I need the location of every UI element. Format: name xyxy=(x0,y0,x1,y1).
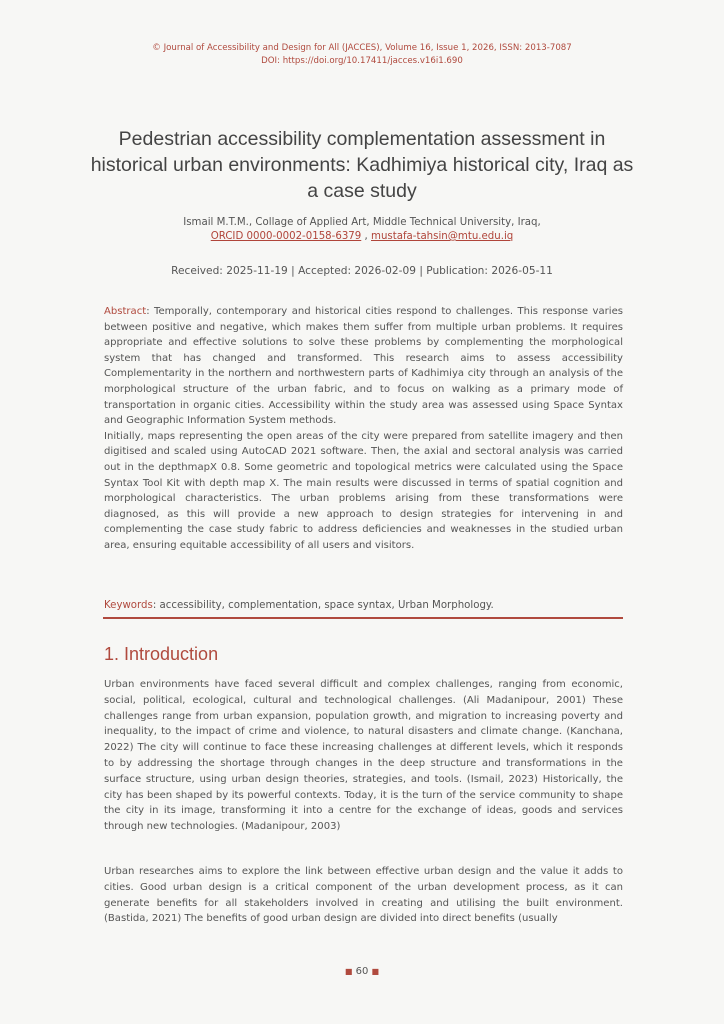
paper-title: Pedestrian accessibility complementation assessment in historical urban environments: Kadhimiya historical city, Iraq as a case study xyxy=(90,128,634,202)
footer-square-right-icon: ■ xyxy=(371,967,380,976)
section-divider xyxy=(103,617,623,619)
abstract xyxy=(104,304,623,554)
keywords xyxy=(104,600,623,611)
orcid-link[interactable]: ORCID 0000-0002-0158-6379 xyxy=(210,231,362,242)
abstract-paragraph-2: Initially, maps representing the open areas of the city were prepared from satellite imagery and then digitised and scaled using AutoCAD 2021 software. Then, the axial and sectoral analysis was carried out in the depthmapX 0.8. Some geometric and topological metrics were calculated using the Space Syntax Tool Kit with depth map X. The main results were discussed in terms of spatial cognition and morphological characteristics. The urban problems arising from these transformations were diagnosed, as this will provide a new approach to design strategies for intervening in and complementing the case study fabric to address deficiencies and weaknesses in the studied urban area, ensuring equitable accessibility of all users and visitors. xyxy=(104,430,623,551)
section-heading: 1. Introduction xyxy=(104,644,219,664)
keywords-text: : accessibility, complementation, space syntax, Urban Morphology. xyxy=(152,600,494,611)
email-link[interactable]: mustafa-tahsin@mtu.edu.iq xyxy=(371,231,514,242)
footer-square-left-icon: ■ xyxy=(344,967,353,976)
publication-dates: Received: 2025-11-19 | Accepted: 2026-02-09 | Publication: 2026-05-11 xyxy=(171,265,553,277)
abstract-paragraph-1 xyxy=(104,304,623,429)
page-footer xyxy=(0,966,724,977)
keywords-label: Keywords xyxy=(104,600,153,611)
page-number: 60 xyxy=(355,966,369,977)
body-paragraph-1: Urban environments have faced several difficult and complex challenges, ranging from economic, social, political, ecological, cultural and technological challenges. (Ali Madanipour, 2001) These challenges range from urban expansion, population growth, and migration to increasing poverty and inequality, to the impact of crime and violence, to natural disasters and climate change. (Kanchana, 2022) The city will continue to face these increasing challenges at different levels, which it responds to by addressing the shortage through changes in the deep structure and transformations in the surface structure, using urban design theories, strategies, and tools. (Ismail, 2023) Historically, the city has been shaped by its powerful contexts. Today, it is the turn of the service community to shape the city in its image, transforming it into a centre for the exchange of ideas, goods and services through new technologies. (Madanipour, 2003) xyxy=(104,679,623,833)
author-block xyxy=(60,216,664,244)
abstract-text-1: : Temporally, contemporary and historical cities respond to challenges. This response varies between positive and negative, which makes them suffer from multiple urban problems. It requires appropriate and effective solutions to solve these problems by complementing the morphological system that has changed and transformed. This research aims to assess accessibility Complementarity in the northern and northwestern parts of Kadhimiya city through an analysis of the morphological structure of the urban fabric, and to focus on walking as a primary mode of transportation in organic cities. Accessibility within the study area was assessed using Space Syntax and Geographic Information System methods. xyxy=(104,306,623,427)
body-paragraph-2: Urban researches aims to explore the link between effective urban design and the value it adds to cities. Good urban design is a critical component of the urban development process, as it can generate benefits for all stakeholders involved in creating and utilising the built environment. (Bastida, 2021) The benefits of good urban design are divided into direct benefits (usually xyxy=(104,866,623,925)
author-affiliation: Ismail M.T.M., Collage of Applied Art, Middle Technical University, Iraq, xyxy=(183,217,541,228)
abstract-label: Abstract xyxy=(104,306,147,317)
journal-citation: © Journal of Accessibility and Design for All (JACCES), Volume 16, Issue 1, 2026, ISSN: 2013-7087 xyxy=(152,43,572,53)
author-separator: , xyxy=(364,231,368,242)
doi-line[interactable]: DOI: https://doi.org/10.17411/jacces.v16i1.690 xyxy=(261,56,463,66)
journal-header xyxy=(0,42,724,68)
